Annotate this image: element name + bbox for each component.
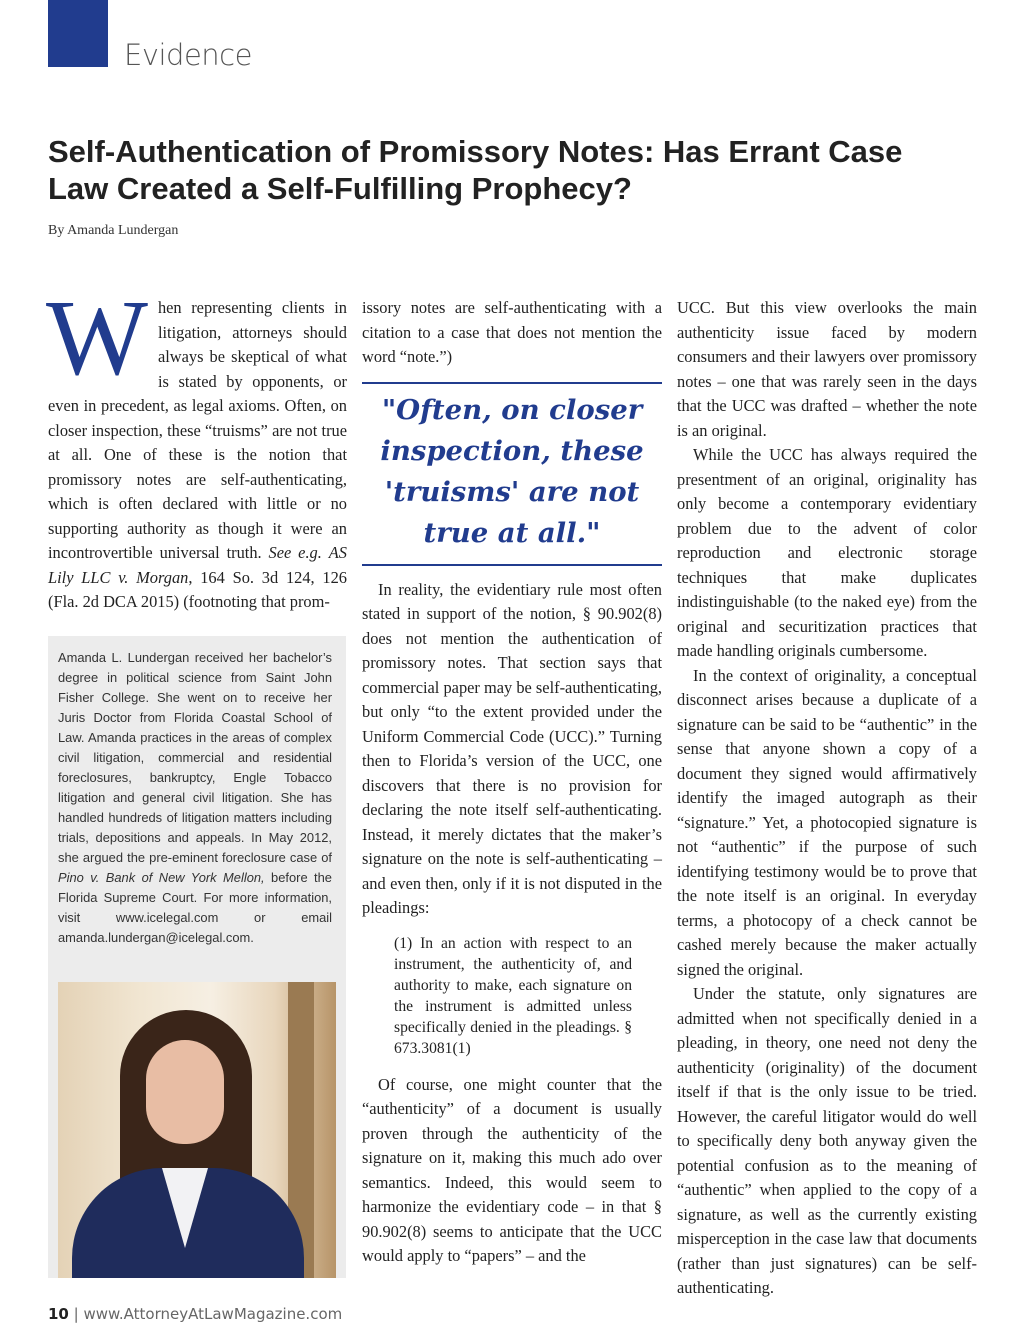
- byline: By Amanda Lundergan: [48, 223, 179, 238]
- statute-blockquote: (1) In an action with respect to an instrument, the authenticity of, and authority to make, each signature on the instrument is admitted unless specifically denied in the pleadings. § 673.3081(1): [394, 934, 632, 1057]
- article-title: Self-Authentication of Promissory Notes: Has Errant Case Law Created a Self-Fulfilling Prophecy?: [48, 134, 903, 206]
- intro-paragraph: When representing clients in litigation, attorneys should always be skeptical of what is stated by opponents, or even in precedent, as legal axioms. Often, on closer inspection, these “truisms” are not true at all. One of these is the notion that promissory notes are self-authenticating, which is often declared with little or no supporting authority as though it were an incontrovertible universal truth. See e.g. AS Lily LLC v. Morgan, 164 So. 3d 124, 126 (Fla. 2d DCA 2015) (footnoting that prom-: [46, 279, 347, 611]
- column-1: [46, 279, 347, 615]
- section-label: Evidence: [124, 38, 252, 72]
- column-3: [677, 296, 977, 1301]
- author-bio-box: [48, 636, 346, 1278]
- page-footer: 10 | www.AttorneyAtLawMagazine.com: [48, 1305, 343, 1323]
- pullquote-bottom-rule: [362, 564, 662, 566]
- pullquote-top-rule: [362, 382, 662, 384]
- paragraph: In the context of originality, a conceptual disconnect arises because a duplicate of a signature can be said to be “authentic” in the sense that anyone shown a copy of a document they signed would affirmatively identify the imaged autograph as their “signature.” Yet, a photocopied signature is not “authentic” if the purpose of such identifying testimony would be to prove that the note itself is an original. In everyday terms, a photocopy of a check cannot be cashed merely because the maker actually signed the original.: [677, 665, 977, 979]
- paragraph: In reality, the evidentiary rule most often stated in support of the notion, § 90.902(8) does not mention the authentication of promissory notes. That section says that commercial paper may be self-authenticating, but only “to the extent provided under the Uniform Commercial Code (UCC).” Turning then to Florida’s version of the UCC, one discovers that there is no provision for declaring the note itself self-authenticating. Instead, it merely dictates that the maker’s signature on the note is self-authenticating – and even then, only if it is not disputed in the pleadings:: [362, 579, 662, 917]
- website-url: www.AttorneyAtLawMagazine.com: [83, 1305, 343, 1323]
- paragraph: UCC. But this view overlooks the main authenticity issue faced by modern consumers and their lawyers over promissory notes – one that was rarely seen in the days that the UCC was drafted – whether the note is an original.: [677, 298, 977, 440]
- section-color-bar: [48, 0, 108, 67]
- paragraph: While the UCC has always required the presentment of an original, originality has only become a contemporary evidentiary problem due to the advent of color reproduction and electronic storage techniques that make duplicates indistinguishable (to the naked eye) from the original and securitization practices that made handling originals cumbersome.: [677, 445, 977, 660]
- author-photo: [58, 982, 336, 1278]
- page-number: 10: [48, 1305, 69, 1323]
- case-citation: AS Lily LLC v. Morgan: [48, 543, 347, 587]
- paragraph: Of course, one might counter that the “authenticity” of a document is usually proven through the authenticity of the signature on it, making this much ado over semantics. Indeed, this would seem to harmonize the evidentiary code – in that § 90.902(8) seems to anticipate that the UCC would apply to “papers” – and the: [362, 1074, 662, 1265]
- pull-quote: "Often, on closer inspection, these 'truisms' are not true at all.": [380, 393, 644, 549]
- column-2: [362, 296, 662, 1269]
- drop-cap: W: [46, 279, 148, 398]
- author-bio-text: Amanda L. Lundergan received her bachelor’s degree in political science from Saint John Fisher College. She went on to receive her Juris Doctor from Florida Coastal School of Law. Amanda practices in the areas of complex civil litigation, commercial and residential foreclosures, bankruptcy, Engle Tobacco litigation and general civil litigation. She has handled hundreds of litigation matters including trials, depositions and appeals. In May 2012, she argued the pre-eminent foreclosure case of Pino v. Bank of New York Mellon, before the Florida Supreme Court. For more information, visit www.icelegal.com or email amanda.lundergan@icelegal.com.: [58, 650, 332, 945]
- paragraph: Under the statute, only signatures are admitted when not specifically denied in a pleading, in theory, one need not deny the authenticity (originality) of the document itself if that is the only issue to be tried. However, the careful litigator would do well to specifically deny both anyway given the potential confusion as to the meaning of “authentic” when applied to the copy of a signature, as well as the currently existing misperception in the case law that documents (rather than just signatures) can be self-authenticating.: [677, 984, 977, 1297]
- paragraph: issory notes are self-authenticating with a citation to a case that does not mention the word “note.”): [362, 298, 662, 366]
